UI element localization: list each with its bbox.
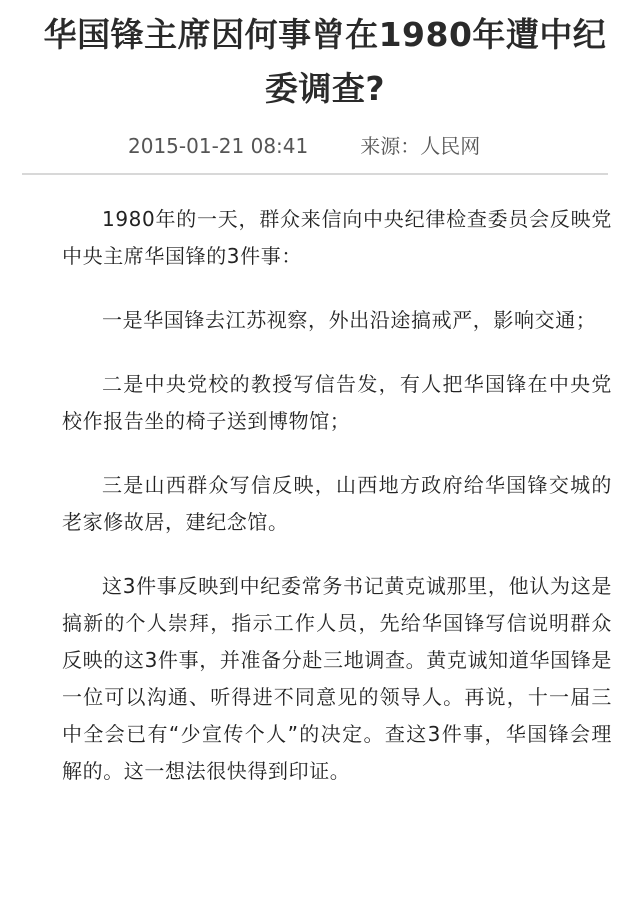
paragraph: 二是中央党校的教授写信告发，有人把华国锋在中央党校作报告坐的椅子送到博物馆； [62,372,612,433]
publish-date: 2015-01-21 08:41 [128,134,309,158]
paragraph: 一是华国锋去江苏视察，外出沿途搞戒严，影响交通； [102,308,597,332]
paragraph: 这3件事反映到中纪委常务书记黄克诚那里，他认为这是搞新的个人崇拜，指示工作人员，先给华国锋写信说明群众反映的这3件事，并准备分赴三地调查。黄克诚知道华国锋是一位可以沟通、听得进不同意见的领导人。再说，十一届三中全会已有“少宣传个人”的决定。查这3件事，华国锋会理解的。这一想法很快得到印证。 [62,574,612,783]
article-title: 华国锋主席因何事曾在1980年遭中纪委调查? [43,15,607,108]
paragraph: 1980年的一天，群众来信向中央纪律检查委员会反映党中央主席华国锋的3件事： [62,207,612,268]
source-label: 来源： [360,134,421,158]
source-name: 人民网 [420,134,481,158]
paragraph: 三是山西群众写信反映，山西地方政府给华国锋交城的老家修故居，建纪念馆。 [62,473,612,534]
article-body [62,201,612,817]
article-meta [128,132,480,160]
header-divider [22,173,608,175]
